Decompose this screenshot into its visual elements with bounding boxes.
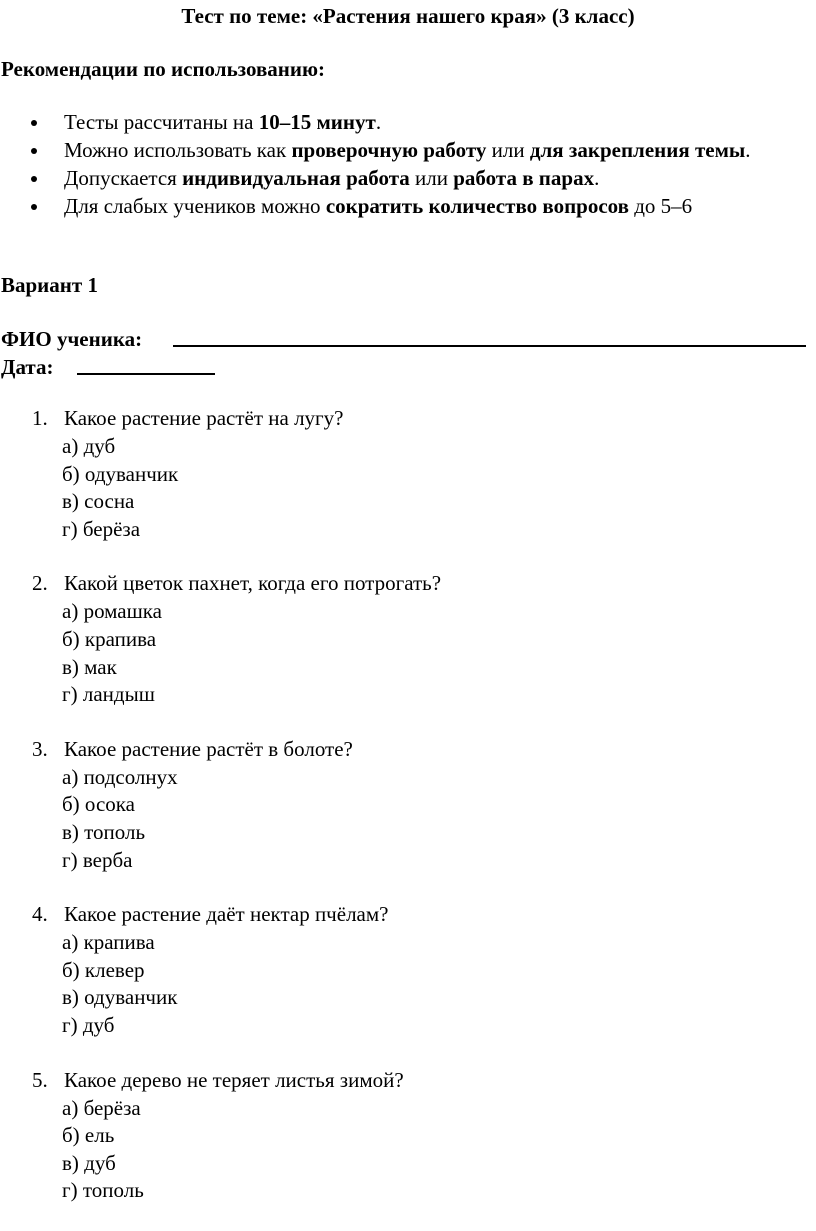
answer-option: г) ландыш xyxy=(62,682,155,707)
answer-option: г) берёза xyxy=(62,516,141,541)
recommendation-text: Для слабых учеников можно xyxy=(64,194,326,218)
question-text: Какое растение растёт в болоте? xyxy=(64,736,353,761)
recommendations-heading: Рекомендации по использованию: xyxy=(1,57,326,81)
question-text: Какое растение растёт на лугу? xyxy=(64,406,344,430)
question-text: Какое растение даёт нектар пчёлам? xyxy=(64,902,389,927)
recommendation-text: . xyxy=(745,138,751,162)
answer-option: в) дуб xyxy=(62,1150,116,1175)
recommendation-item xyxy=(0,164,816,192)
question-number: 5. xyxy=(32,1067,48,1092)
answer-option: а) дуб xyxy=(62,434,116,458)
recommendation-text: . xyxy=(375,110,382,134)
answer-option: в) одуванчик xyxy=(62,985,178,1010)
variant-label: Вариант 1 xyxy=(1,273,98,297)
recommendation-item xyxy=(0,192,816,220)
answer-option: а) крапива xyxy=(62,930,155,955)
answer-option: в) сосна xyxy=(62,489,135,514)
question-text: Какой цветок пахнет, когда его потрогать? xyxy=(64,571,442,596)
question-item xyxy=(0,569,816,707)
date-field-line[interactable] xyxy=(77,373,215,375)
recommendation-emphasis: для закрепления темы xyxy=(529,138,746,162)
answer-option: в) мак xyxy=(62,654,117,679)
recommendation-emphasis: работа в парах xyxy=(453,166,595,190)
bullet-icon xyxy=(31,120,37,126)
question-number: 4. xyxy=(32,902,48,927)
student-name-label: ФИО ученика: xyxy=(1,327,143,351)
bullet-icon xyxy=(31,204,37,210)
question-item xyxy=(0,404,816,542)
recommendation-text: до 5–6 xyxy=(629,194,693,218)
recommendation-item xyxy=(0,108,816,136)
recommendation-emphasis: индивидуальная работа xyxy=(182,166,410,190)
question-number: 1. xyxy=(32,406,48,430)
answer-option: а) ромашка xyxy=(62,599,163,624)
document-title: Тест по теме: «Растения нашего края» (3 класс) xyxy=(181,4,635,28)
recommendation-emphasis: сократить количество вопросов xyxy=(325,194,629,218)
question-item xyxy=(0,900,816,1038)
recommendation-emphasis: проверочную работу xyxy=(291,138,487,162)
question-text: Какое дерево не теряет листья зимой? xyxy=(64,1067,404,1092)
answer-option: а) подсолнух xyxy=(62,764,178,789)
question-item xyxy=(0,1066,816,1204)
answer-option: в) тополь xyxy=(62,819,146,844)
answer-option: б) ель xyxy=(62,1123,115,1148)
answer-option: г) верба xyxy=(62,847,133,872)
answer-option: б) осока xyxy=(62,792,135,817)
question-number: 2. xyxy=(32,571,48,596)
answer-option: г) тополь xyxy=(62,1178,144,1203)
answer-option: б) одуванчик xyxy=(62,461,179,486)
question-number: 3. xyxy=(32,736,48,761)
date-label: Дата: xyxy=(1,355,54,379)
recommendation-text: . xyxy=(594,166,600,190)
student-name-field-line[interactable] xyxy=(173,345,806,347)
recommendation-text: или xyxy=(486,138,530,162)
recommendation-text: Тесты рассчитаны на xyxy=(64,110,259,134)
bullet-icon xyxy=(31,148,37,154)
bullet-icon xyxy=(31,176,37,182)
answer-option: б) клевер xyxy=(62,957,145,982)
recommendation-text: или xyxy=(409,166,454,190)
recommendation-item xyxy=(0,136,816,164)
answer-option: а) берёза xyxy=(62,1095,141,1120)
question-item xyxy=(0,735,816,873)
answer-option: г) дуб xyxy=(62,1012,115,1037)
recommendation-text: Допускается xyxy=(64,166,183,190)
answer-option: б) крапива xyxy=(62,626,157,651)
recommendations-list xyxy=(0,108,816,220)
recommendation-emphasis: 10–15 минут xyxy=(258,110,376,134)
questions-list xyxy=(0,404,816,1231)
recommendation-text: Можно использовать как xyxy=(64,138,292,162)
